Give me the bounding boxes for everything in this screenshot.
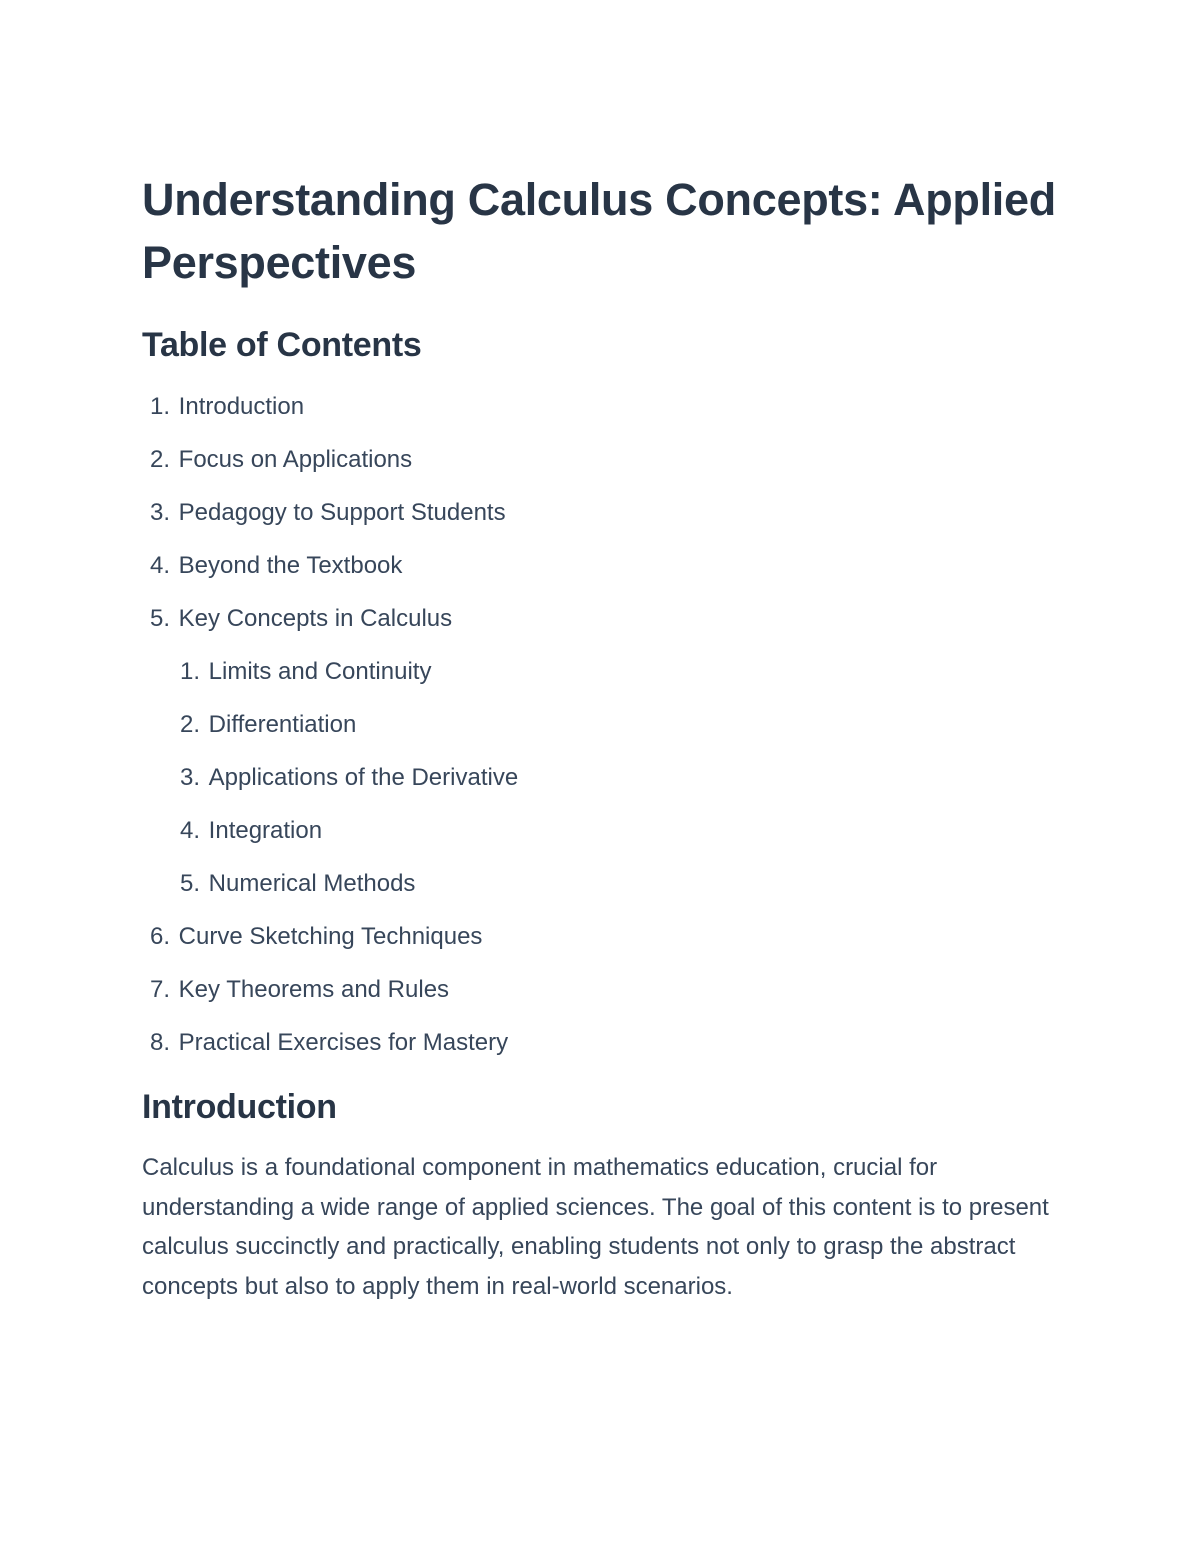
toc-item-number: 5. xyxy=(179,870,200,897)
toc-item-label: Numerical Methods xyxy=(208,870,416,897)
toc-item-label: Focus on Applications xyxy=(178,446,413,473)
toc-subitem-differentiation[interactable] xyxy=(142,710,1062,740)
toc-item-pedagogy[interactable] xyxy=(142,498,1062,528)
toc-item-number: 4. xyxy=(179,817,200,844)
toc-item-label: Curve Sketching Techniques xyxy=(178,923,483,950)
toc-item-practical-exercises[interactable] xyxy=(142,1028,1062,1058)
document-page xyxy=(142,168,1062,1306)
toc-item-label: Introduction xyxy=(178,393,305,420)
toc-item-number: 8. xyxy=(149,1029,170,1056)
table-of-contents xyxy=(142,392,1062,1058)
toc-subitem-integration[interactable] xyxy=(142,816,1062,846)
toc-item-introduction[interactable] xyxy=(142,392,1062,422)
toc-item-label: Limits and Continuity xyxy=(208,658,432,685)
toc-subitem-numerical-methods[interactable] xyxy=(142,869,1062,899)
toc-item-key-concepts[interactable] xyxy=(142,604,1062,634)
toc-item-number: 3. xyxy=(179,764,200,791)
toc-item-number: 3. xyxy=(149,499,170,526)
toc-item-label: Differentiation xyxy=(208,711,357,738)
toc-subitem-applications-derivative[interactable] xyxy=(142,763,1062,793)
toc-item-number: 2. xyxy=(179,711,200,738)
toc-item-label: Beyond the Textbook xyxy=(178,552,403,579)
toc-item-beyond-textbook[interactable] xyxy=(142,551,1062,581)
toc-item-number: 1. xyxy=(179,658,200,685)
toc-item-key-theorems[interactable] xyxy=(142,975,1062,1005)
toc-item-focus-on-applications[interactable] xyxy=(142,445,1062,475)
toc-item-number: 1. xyxy=(149,393,170,420)
toc-item-number: 2. xyxy=(149,446,170,473)
toc-heading: Table of Contents xyxy=(142,326,422,364)
document-title: Understanding Calculus Concepts: Applied Perspectives xyxy=(142,174,1056,288)
section-body-introduction: Calculus is a foundational component in mathematics education, crucial for understanding a wide range of applied sciences. The goal of this content is to present calculus succinctly and practically, enabling students not only to grasp the abstract concepts but also to apply them in real-world scenarios. xyxy=(142,1154,1049,1300)
toc-item-label: Key Concepts in Calculus xyxy=(178,605,453,632)
toc-item-label: Integration xyxy=(208,817,323,844)
toc-subitem-limits[interactable] xyxy=(142,657,1062,687)
toc-item-number: 4. xyxy=(149,552,170,579)
toc-item-curve-sketching[interactable] xyxy=(142,922,1062,952)
toc-item-number: 7. xyxy=(149,976,170,1003)
toc-item-label: Pedagogy to Support Students xyxy=(178,499,506,526)
toc-item-number: 5. xyxy=(149,605,170,632)
toc-item-label: Key Theorems and Rules xyxy=(178,976,450,1003)
toc-item-number: 6. xyxy=(149,923,170,950)
section-heading-introduction: Introduction xyxy=(142,1088,337,1126)
toc-item-label: Applications of the Derivative xyxy=(208,764,519,791)
toc-item-label: Practical Exercises for Mastery xyxy=(178,1029,509,1056)
